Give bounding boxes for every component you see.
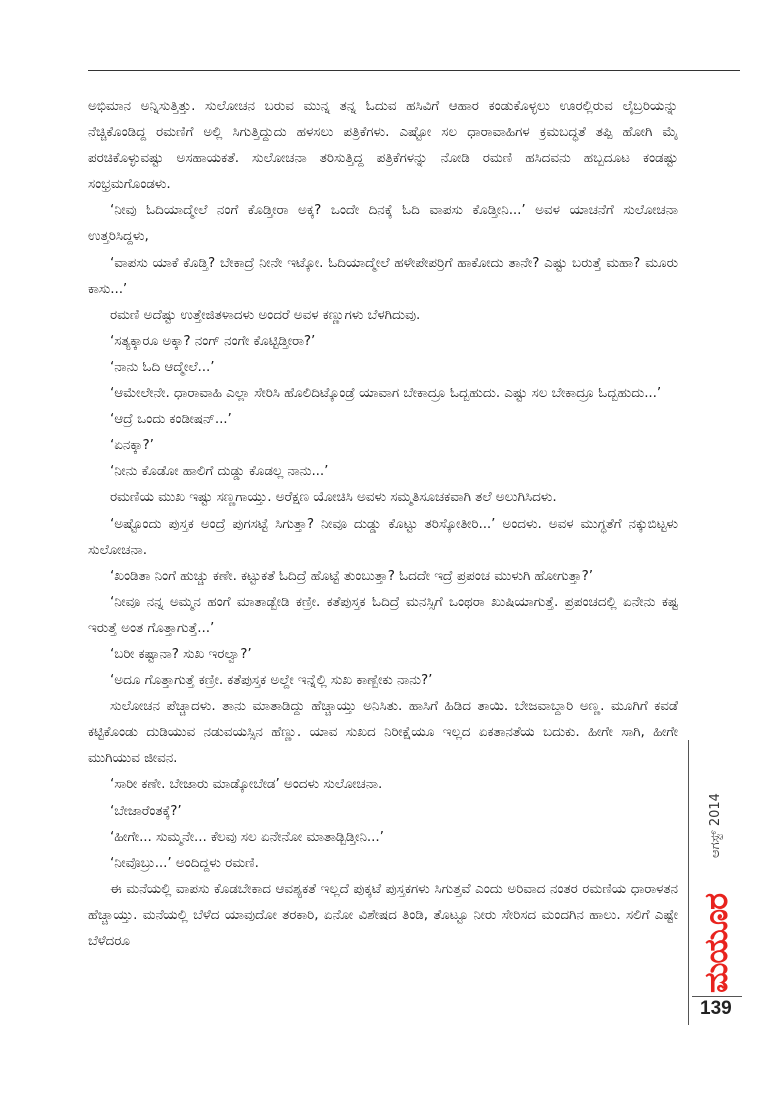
- paragraph: ‘ಸಾರೀ ಕಣೇ. ಬೇಜಾರು ಮಾಡ್ಕೋಬೇಡ’ ಅಂದಳು ಸುಲೋಚನಾ.: [110, 776, 383, 793]
- paragraph: ‘ಆಮೇಲೇನೇ. ಧಾರಾವಾಹಿ ಎಲ್ಲಾ ಸೇರಿಸಿ ಹೊಲಿದಿಟ್ಕೊಂಡ್ರೆ ಯಾವಾಗ ಬೇಕಾದ್ರೂ ಓದ್ಬಹುದು. ಎಷ್ಟು ಸಲ ಬೇಕಾದ್ರೂ ಓದ್ಬಹುದು...’: [110, 385, 662, 402]
- paragraph: ‘ವಾಪಸು ಯಾಕೆ ಕೊಡ್ತಿ? ಬೇಕಾದ್ರೆ ನೀನೇ ಇಟ್ಕೋ. ಓದಿಯಾದ್ಮೇಲೆ ಹಳೇಪೇಪರ್ರಿಗೆ ಹಾಕೋದು ತಾನೇ? ಎಷ್ಟು ಬರುತ್ತೆ ಮಹಾ? ಮೂರು ಕಾಸು...’: [88, 254, 678, 297]
- paragraph: ‘ನೀವೂ ನನ್ನ ಅಮ್ಮನ ಹಂಗೆ ಮಾತಾಡ್ಬೇಡಿ ಕಣ್ರೀ. ಕತೆಪುಸ್ತಕ ಓದಿದ್ರೆ ಮನಸ್ಸಿಗೆ ಒಂಥರಾ ಖುಷಿಯಾಗುತ್ತೆ. ಪ್ರಪಂಚದಲ್ಲಿ ಏನೇನು ಕಷ್ಟ ಇರುತ್ತೆ ಅಂತ ಗೊತ್ತಾಗುತ್ತೆ...’: [88, 593, 678, 636]
- paragraph: ‘ಅಷ್ಟೊಂದು ಪುಸ್ತಕ ಅಂದ್ರೆ ಪುಗಸಟ್ಟೆ ಸಿಗುತ್ತಾ? ನೀವೂ ದುಡ್ಡು ಕೊಟ್ಟು ತರಿಸ್ಕೋತೀರಿ...’ ಅಂದಳು. ಅವಳ ಮುಗ್ಧತೆಗೆ ನಕ್ಕುಬಿಟ್ಟಳು ಸುಲೋಚನಾ.: [88, 515, 678, 558]
- paragraph: ರಮಣಿಯ ಮುಖ ಇಷ್ಟು ಸಣ್ಣಗಾಯ್ತು. ಅರೆಕ್ಷಣ ಯೋಚಿಸಿ ಅವಳು ಸಮ್ಮತಿಸೂಚಕವಾಗಿ ತಲೆ ಅಲುಗಿಸಿದಳು.: [110, 489, 557, 506]
- issue-date-text: ಆಗಸ್ಟ್ 2014: [707, 792, 723, 858]
- magazine-logo-text: ಮಯೂರ: [697, 893, 736, 993]
- paragraph: ‘ಏನಕ್ಕಾ?’: [110, 437, 154, 454]
- paragraph: ರಮಣಿ ಅದೆಷ್ಟು ಉತ್ತೇಜಿತಳಾದಳು ಅಂದರೆ ಅವಳ ಕಣ್ಣುಗಳು ಬೆಳಗಿದುವು.: [110, 306, 421, 323]
- paragraph: ‘ನೀವೊಬ್ರು...’ ಅಂದಿದ್ದಳು ರಮಣಿ.: [110, 854, 259, 871]
- page-number: 139: [700, 998, 732, 1019]
- top-rule: [88, 70, 740, 71]
- paragraph: ಈ ಮನೆಯಲ್ಲಿ ವಾಪಸು ಕೊಡಬೇಕಾದ ಆವಶ್ಯಕತೆ ಇಲ್ಲದೆ ಪುಕ್ಕಟೆ ಪುಸ್ತಕಗಳು ಸಿಗುತ್ತವೆ ಎಂದು ಅರಿವಾದ ನಂತರ ರಮಣಿಯ ಧಾರಾಳತನ ಹೆಚ್ಚಾಯ್ತು. ಮನೆಯಲ್ಲಿ ಬೆಳೆದ ಯಾವುದೋ ತರಕಾರಿ, ಏನೋ ವಿಶೇಷದ ತಿಂಡಿ, ತೊಟ್ಟೂ ನೀರು ಸೇರಿಸದ ಮಂದಗಿನ ಹಾಲು. ಸಲಿಗೆ ಎಷ್ಟೇ ಬೆಳೆದರೂ: [88, 880, 678, 949]
- paragraph: ‘ಹೀಗೇ... ಸುಮ್ಮನೇ... ಕೆಲವು ಸಲ ಏನೇನೋ ಮಾತಾಡ್ಬಿಡ್ತೀನಿ...’: [110, 828, 384, 845]
- paragraph: ‘ಅದೂ ಗೊತ್ತಾಗುತ್ತೆ ಕಣ್ರೀ. ಕತೆಪುಸ್ತಕ ಅಲ್ದೇ ಇನ್ನೆಲ್ಲಿ ಸುಖ ಕಾಣ್ಬೇಕು ನಾನು?’: [110, 672, 433, 689]
- issue-date-label: [695, 792, 735, 858]
- paragraph: ಸುಲೋಚನ ಪೆಚ್ಚಾದಳು. ತಾನು ಮಾತಾಡಿದ್ದು ಹೆಚ್ಚಾಯ್ತು ಅನಿಸಿತು. ಹಾಸಿಗೆ ಹಿಡಿದ ತಾಯಿ. ಬೇಜವಾಬ್ದಾರಿ ಅಣ್ಣ. ಮೂಗಿಗೆ ಕವಡೆ ಕಟ್ಟಿಕೊಂಡು ದುಡಿಯುವ ನಡುವಯಸ್ಸಿನ ಹೆಣ್ಣು. ಯಾವ ಸುಖದ ನಿರೀಕ್ಷೆಯೂ ಇಲ್ಲದ ಏಕತಾನತೆಯ ಬದುಕು. ಹೀಗೇ ಸಾಗಿ, ಹೀಗೇ ಮುಗಿಯುವ ಜೀವನ.: [88, 698, 678, 767]
- paragraph: ‘ಖಂಡಿತಾ ನಿಂಗೆ ಹುಚ್ಚು ಕಣೇ. ಕಟ್ಟುಕತೆ ಓದಿದ್ರೆ ಹೊಟ್ಟೆ ತುಂಬುತ್ತಾ? ಓದದೇ ಇದ್ರೆ ಪ್ರಪಂಚ ಮುಳುಗಿ ಹೋಗುತ್ತಾ?’: [110, 567, 593, 584]
- paragraph: ‘ನೀನು ಕೊಡೋ ಹಾಲಿಗೆ ದುಡ್ಡು ಕೊಡಲ್ಲ ನಾನು...’: [110, 463, 329, 480]
- story-body: [88, 93, 678, 954]
- margin-divider: [688, 740, 689, 1025]
- paragraph: ‘ಆದ್ರೆ ಒಂದು ಕಂಡೀಷನ್...’: [110, 411, 232, 428]
- page-number-rule: [692, 996, 742, 997]
- magazine-logo: [697, 895, 737, 991]
- paragraph: ‘ಬರೀ ಕಷ್ಟಾನಾ? ಸುಖ ಇರಲ್ವಾ?’: [110, 645, 252, 662]
- paragraph: ‘ಬೇಜಾರೆಂತಕ್ಕೆ?’: [110, 802, 182, 819]
- paragraph: ‘ನಾನು ಓದಿ ಆದ್ಮೇಲೆ...’: [110, 358, 215, 375]
- paragraph: ‘ಸತ್ಯಕ್ಕಾರೂ ಅಕ್ಕಾ? ನಂಗ್ ನಂಗೇ ಕೊಟ್ಟಿಡ್ತೀರಾ?’: [110, 332, 316, 349]
- paragraph: ‘ನೀವು ಓದಿಯಾದ್ಮೇಲೆ ನಂಗೆ ಕೊಡ್ತೀರಾ ಅಕ್ಕ? ಒಂದೇ ದಿನಕ್ಕೆ ಓದಿ ವಾಪಸು ಕೊಡ್ತೀನಿ...’ ಅವಳ ಯಾಚನೆಗೆ ಸುಲೋಚನಾ ಉತ್ತರಿಸಿದ್ದಳು,: [88, 202, 678, 245]
- paragraph: ಅಭಿಮಾನ ಅನ್ನಿಸುತ್ತಿತ್ತು. ಸುಲೋಚನ ಬರುವ ಮುನ್ನ ತನ್ನ ಓದುವ ಹಸಿವಿಗೆ ಆಹಾರ ಕಂಡುಕೊಳ್ಳಲು ಊರಲ್ಲಿರುವ ಲೈಬ್ರರಿಯನ್ನು ನೆಚ್ಚಿಕೊಂಡಿದ್ದ ರಮಣಿಗೆ ಅಲ್ಲಿ ಸಿಗುತ್ತಿದ್ದುದು ಹಳಸಲು ಪತ್ರಿಕೆಗಳು. ಎಷ್ಟೋ ಸಲ ಧಾರಾವಾಹಿಗಳ ಕ್ರಮಬದ್ಧತೆ ತಪ್ಪಿ ಹೋಗಿ ಮೈ ಪರಚಿಕೊಳ್ಳುವಷ್ಟು ಅಸಹಾಯಕತೆ. ಸುಲೋಚನಾ ತರಿಸುತ್ತಿದ್ದ ಪತ್ರಿಕೆಗಳನ್ನು ನೋಡಿ ರಮಣಿ ಹಸಿದವನು ಹಬ್ಬದೂಟ ಕಂಡಷ್ಟು ಸಂಭ್ರಮಗೊಂಡಳು.: [88, 98, 678, 193]
